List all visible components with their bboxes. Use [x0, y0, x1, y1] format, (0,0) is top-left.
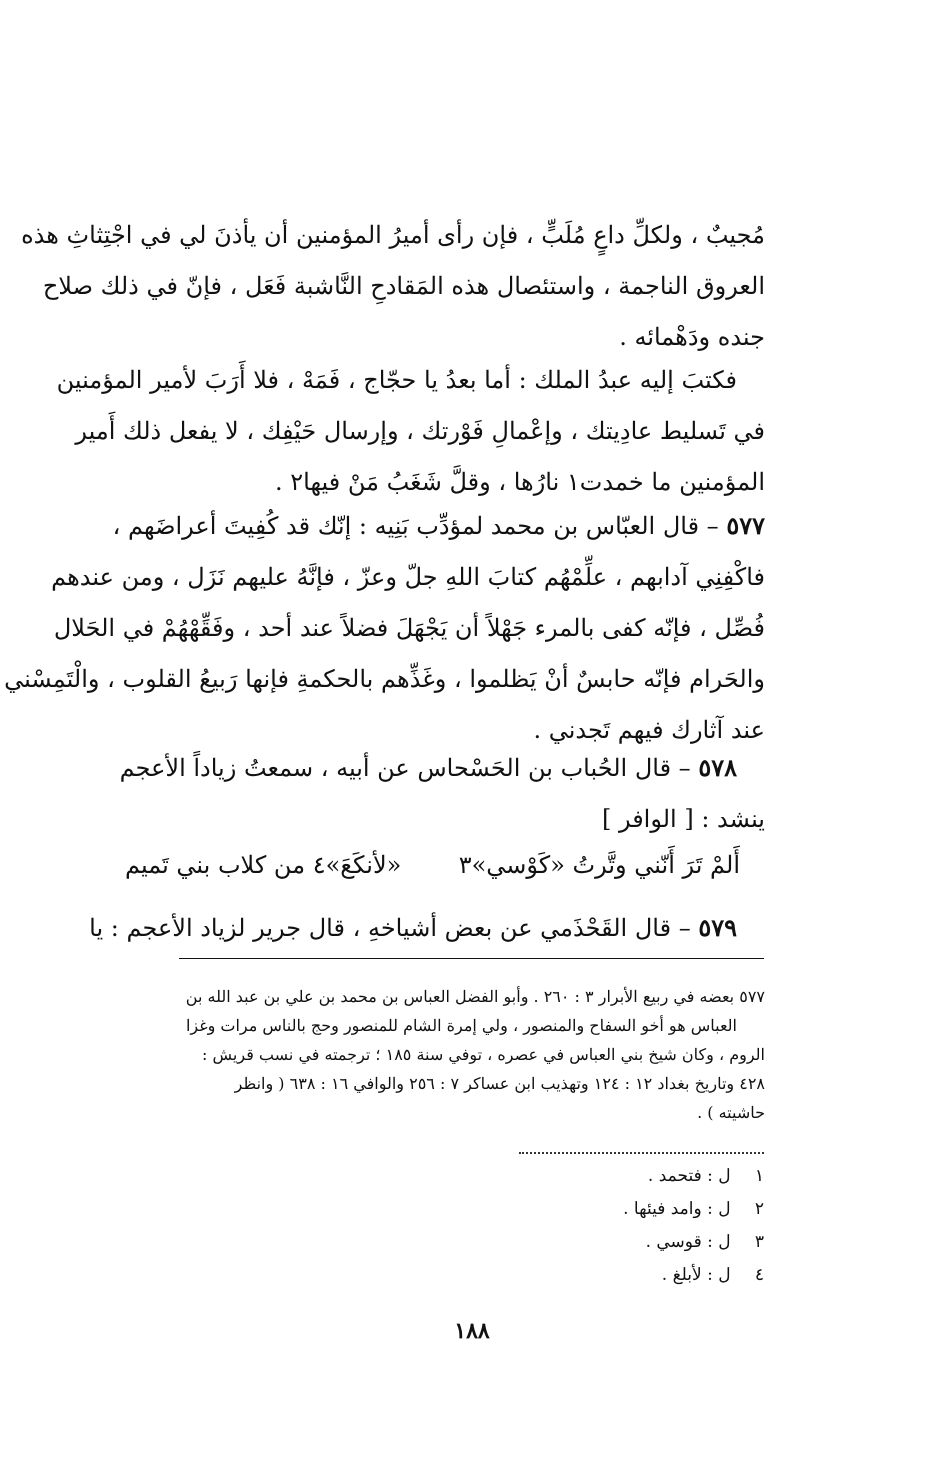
note-text: ل : لأبلغ .: [661, 1265, 731, 1285]
page-number: ١٨٨: [454, 1318, 490, 1344]
entry-text: – قال القَحْذَمي عن بعض أشياخهِ ، قال جرير لزياد الأعجم : يا: [89, 914, 691, 942]
footnote-line: حاشيته ) .: [697, 1103, 765, 1122]
text-line: فُصِّل ، فإنّه كفى بالمرء جَهْلاً أن يَجْهَلَ فضلاً عند أحد ، وفَقِّهْهُمْ في الحَلال: [53, 614, 765, 642]
variant-notes: [464, 1160, 764, 1292]
text-line: فاكْفِنِي آدابهم ، علِّمْهُم كتابَ اللهِ جلّ وعزّ ، فإنَّهُ عليهم نَزَل ، ومن عندهم: [51, 563, 765, 591]
footnote-line: ٤٢٨ وتاريخ بغداد ١٢ : ١٢٤ وتهذيب ابن عساكر ٧ : ٢٥٦ والوافي ١٦ : ٦٣٨ ( وانظر: [234, 1074, 765, 1093]
variant-note: [464, 1160, 764, 1193]
note-text: ل : قوسي .: [645, 1232, 731, 1252]
footnote-line: العباس هو أخو السفاح والمنصور ، ولي إمرة الشام للمنصور وحج بالناس مرات وغزا: [185, 1016, 737, 1035]
entry-number: ٥٧٧: [726, 511, 765, 540]
note-number: ٤: [754, 1265, 764, 1285]
text-line: في تَسليط عادِيتك ، وإعْمالِ فَوْرتك ، وإرسال حَيْفِك ، لا يفعل ذلك أَمير: [75, 417, 765, 445]
text-line: [89, 902, 765, 954]
text-line: ينشد : [ الوافر ]: [601, 805, 765, 833]
text-line: فكتبَ إليه عبدُ الملك : أما بعدُ يا حجّاج ، فَمَهْ ، فلا أَرَبَ لأمير المؤمنين: [56, 366, 737, 394]
variant-note: [464, 1193, 764, 1226]
variant-note: [464, 1259, 764, 1292]
text-line: [105, 742, 765, 794]
entry-577: [4, 500, 765, 756]
footnote-line: الروم ، وكان شيخ بني العباس في عصره ، توفي سنة ١٨٥ ؛ ترجمته في نسب قريش :: [202, 1045, 765, 1064]
text-line: عند آثارك فيهم تَجدني .: [533, 716, 765, 744]
text-line: المؤمنين ما خمدت١ نارُها ، وقلَّ شَغَبُ مَنْ فيها٢ .: [274, 468, 765, 496]
note-number: ١: [754, 1166, 764, 1186]
paragraph-hajjaj-letter: [21, 210, 765, 363]
entry-578: [105, 742, 765, 845]
note-number: ٣: [754, 1232, 764, 1252]
text-line: العروق الناجمة ، واستئصال هذه المَقادحِ النَّاشبة فَعَل ، فإنّ في ذلك صلاح: [42, 272, 765, 300]
entry-number: ٥٧٨: [698, 753, 737, 782]
variant-note: [464, 1226, 764, 1259]
entry-579: [89, 902, 765, 954]
note-text: ل : فتحمد .: [647, 1166, 731, 1186]
footnote-line: ٥٧٧ بعضه في ربيع الأبرار ٣ : ٢٦٠ . وأبو الفضل العباس بن محمد بن علي بن عبد الله بن: [185, 987, 765, 1006]
text-line: جنده ودَهْمائه .: [619, 323, 765, 351]
variant-notes-separator: [519, 1152, 764, 1154]
entry-text: – قال العبّاس بن محمد لمؤدِّب بَنِيه : إنّك قد كُفِيتَ أعراضَهم ،: [112, 512, 719, 540]
text-line: [105, 500, 765, 552]
entry-number: ٥٧٩: [698, 913, 737, 942]
note-text: ل : وامد فيئها .: [623, 1199, 731, 1219]
text-line: مُجيبٌ ، ولكلِّ داعٍ مُلَبٍّ ، فإن رأى أميرُ المؤمنين أن يأذنَ لي في اجْتِثاثِ هذه: [21, 221, 765, 249]
poetry-verse: [125, 840, 740, 890]
note-number: ٢: [754, 1199, 764, 1219]
footnote-separator: [179, 958, 764, 959]
paragraph-abdulmalik-reply: [56, 355, 765, 508]
text-line: والحَرام فإنّه حابسٌ أنْ يَظلموا ، وغَذِّهم بالحكمةِ فإنها رَبيعُ القلوب ، والْتَمِسْني: [4, 665, 765, 693]
footnote-577: [105, 982, 765, 1127]
verse-second-hemistich: «لأنكَعَ»٤ من كلاب بني تَميم: [125, 851, 402, 879]
verse-first-hemistich: أَلمْ تَرَ أَنّني وتَّرتُ «كَوْسي»٣: [458, 851, 740, 879]
entry-text: – قال الحُباب بن الحَسْحاس عن أبيه ، سمعتُ زياداً الأعجم: [119, 754, 691, 782]
